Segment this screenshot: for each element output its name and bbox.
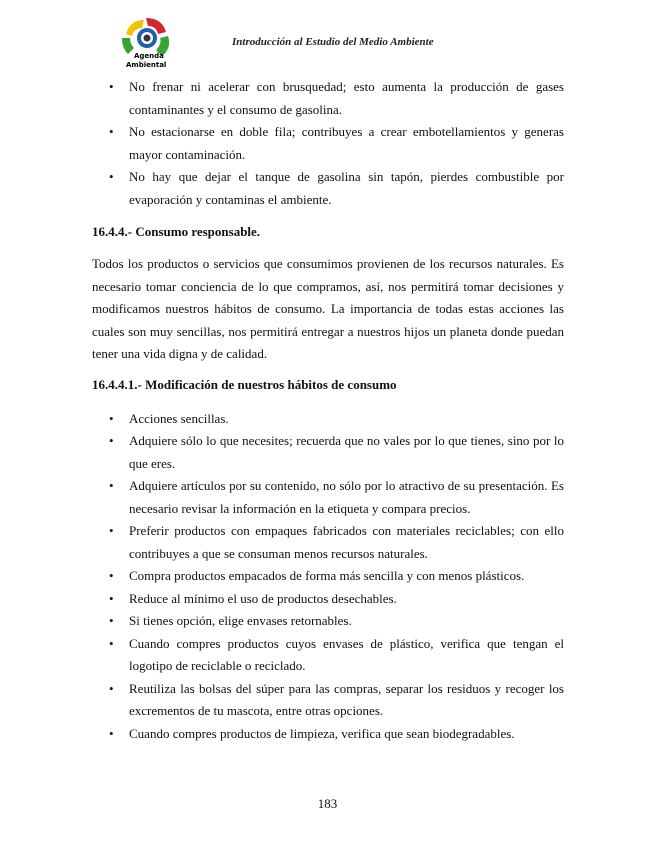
top-bullet-list (92, 76, 564, 211)
list-item: • Cuando compres productos cuyos envases de plástico, verifica que tengan el logotipo de reciclable o reciclado. (92, 633, 564, 678)
list-item: • Cuando compres productos de limpieza, verifica que sean biodegradables. (92, 723, 564, 746)
list-item: • Reduce al mínimo el uso de productos desechables. (92, 588, 564, 611)
logo-text-1: Agenda (134, 52, 164, 60)
list-item: • No hay que dejar el tanque de gasolina sin tapón, pierdes combustible por evaporación y contaminas el ambiente. (92, 166, 564, 211)
page-header (0, 0, 655, 72)
agenda-ambiental-logo (116, 14, 176, 70)
page-content (92, 76, 564, 745)
list-item: • Acciones sencillas. (92, 408, 564, 431)
body-paragraph: Todos los productos o servicios que consumimos provienen de los recursos naturales. Es necesario tomar conciencia de lo que compramos, así, nos permitirá tomar decisiones y modificamos nuestros hábitos de consumo. La importancia de todas estas acciones las cuales son muy sencillas, nos permitirá entregar a nuestros hijos un planeta donde puedan tener una vida digna y de calidad. (92, 256, 564, 361)
header-title: Introducción al Estudio del Medio Ambiente (232, 36, 434, 48)
bottom-bullet-list (92, 408, 564, 746)
list-item: • No frenar ni acelerar con brusquedad; esto aumenta la producción de gases contaminantes y el consumo de gasolina. (92, 76, 564, 121)
list-item: • No estacionarse en doble fila; contribuyes a crear embotellamientos y generas mayor contaminación. (92, 121, 564, 166)
list-item: • Compra productos empacados de forma más sencilla y con menos plásticos. (92, 565, 564, 588)
list-item: • Preferir productos con empaques fabricados con materiales reciclables; con ello contribuyes a que se consuman menos recursos naturales. (92, 520, 564, 565)
list-item: • Si tienes opción, elige envases retornables. (92, 610, 564, 633)
list-item: • Reutiliza las bolsas del súper para las compras, separar los residuos y recoger los excrementos de tu mascota, entre otras opciones. (92, 678, 564, 723)
list-item: • Adquiere artículos por su contenido, no sólo por lo atractivo de su presentación. Es necesario revisar la información en la etiqueta y compara precios. (92, 475, 564, 520)
page-number: 183 (317, 796, 338, 811)
logo-text-2: Ambiental (126, 61, 167, 69)
list-item: • Adquiere sólo lo que necesites; recuerda que no vales por lo que tienes, sino por lo que eres. (92, 430, 564, 475)
section-heading: 16.4.4.- Consumo responsable. (92, 224, 261, 239)
subsection-heading: 16.4.4.1.- Modificación de nuestros hábitos de consumo (92, 376, 397, 392)
